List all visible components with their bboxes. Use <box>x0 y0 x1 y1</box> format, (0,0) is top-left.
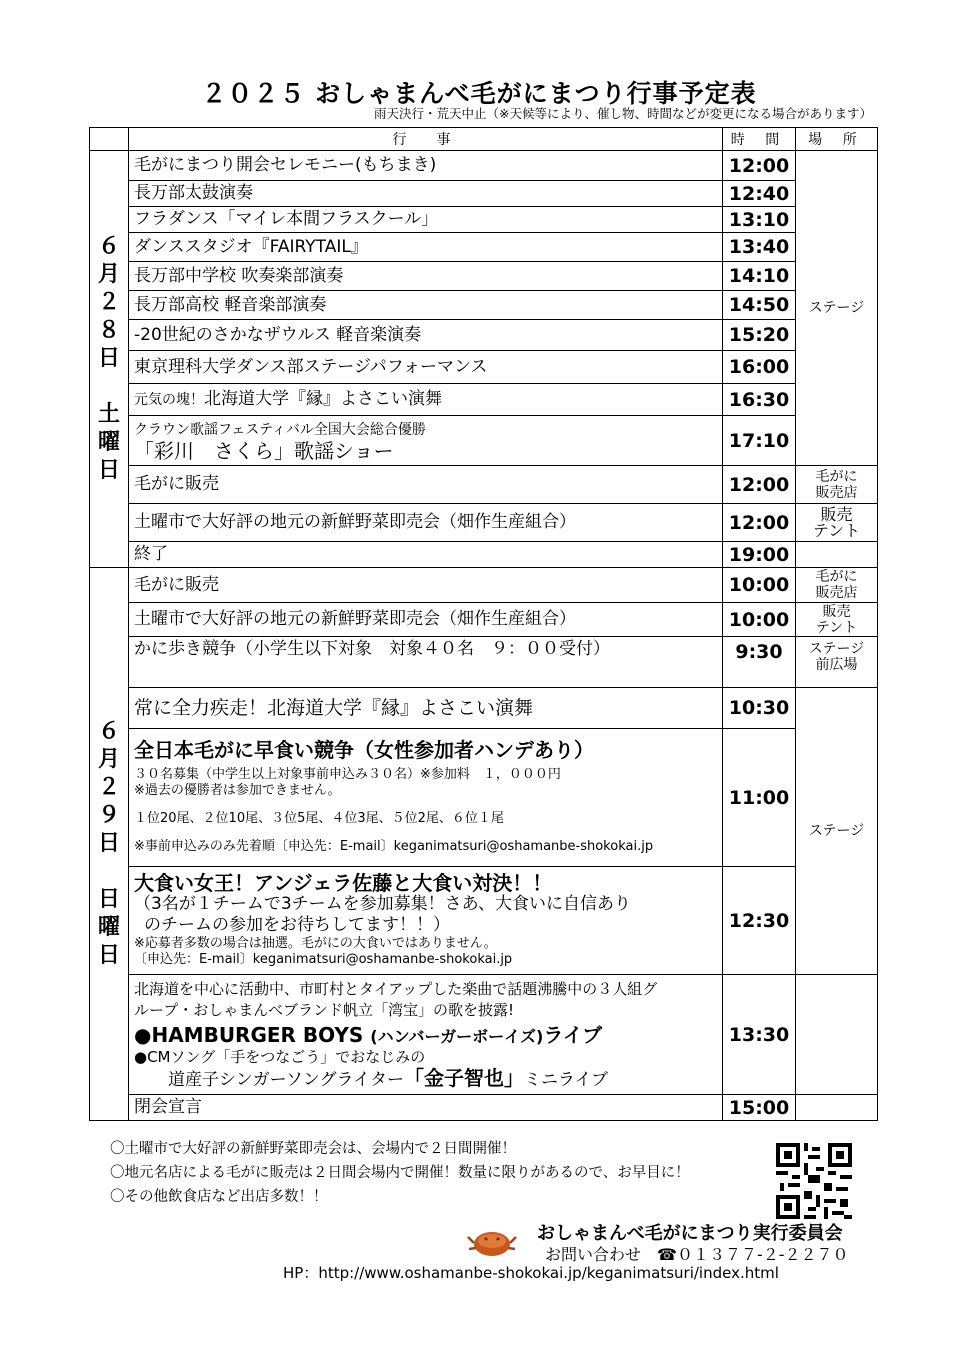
event-name: 土曜市で大好評の地元の新鮮野菜即売会（畑作生産組合） <box>129 504 723 542</box>
event-time: 15:00 <box>723 1095 796 1121</box>
event-name: -20世紀のさかなザウルス 軽音楽演奏 <box>129 320 723 351</box>
table-row <box>90 867 878 975</box>
table-row <box>90 688 878 729</box>
event-name: 東京理科大学ダンス部ステージパフォーマンス <box>129 351 723 384</box>
table-row <box>90 207 878 233</box>
table-row <box>90 320 878 351</box>
event-time: 10:00 <box>723 568 796 603</box>
table-row <box>90 603 878 637</box>
event-name: 毛がに販売 <box>129 466 723 504</box>
header-time: 時 間 <box>723 128 796 151</box>
table-row <box>90 233 878 262</box>
event-name: 毛がにまつり開会セレモニー(もちまき) <box>129 151 723 181</box>
event-time: 17:10 <box>723 416 796 466</box>
table-row <box>90 568 878 603</box>
qr-code-icon[interactable] <box>776 1143 852 1219</box>
event-time: 12:00 <box>723 466 796 504</box>
bullet-note: 〇土曜市で大好評の新鮮野菜即売会は、会場内で２日間開催！ <box>110 1141 516 1157</box>
bullet-note: 〇地元名店による毛がに販売は２日間会場内で開催！数量に限りがあるので、お早目に！ <box>110 1165 690 1181</box>
table-row <box>90 637 878 688</box>
subtitle: 雨天決行・荒天中止（※天候等により、催し物、時間などが変更になる場合があります） <box>374 106 872 121</box>
event-name: フラダンス「マイレ本間フラスクール」 <box>129 207 723 233</box>
page-title: ２０２５ おしゃまんべ毛がにまつり行事予定表 <box>201 79 757 108</box>
event-time: 19:00 <box>723 542 796 568</box>
event-time: 15:20 <box>723 320 796 351</box>
table-row <box>90 384 878 416</box>
contact-info: お問い合わせ ☎０１３７７-２-２２７０ <box>545 1245 849 1264</box>
event-name: 閉会宣言 <box>129 1095 723 1121</box>
place-stage: ステージ <box>796 151 878 466</box>
event-time: 10:30 <box>723 688 796 729</box>
event-name: クラウン歌謡フェスティバル全国大会総合優勝 「彩川 さくら」歌謡ショー <box>129 416 723 466</box>
event-time: 12:00 <box>723 151 796 181</box>
day2-label: ６ 月 ２ ９ 日 日 曜 日 <box>90 568 129 1121</box>
event-place: 毛がに 販売店 <box>796 466 878 504</box>
event-time: 12:00 <box>723 504 796 542</box>
table-row <box>90 416 878 466</box>
event-time: 16:30 <box>723 384 796 416</box>
table-row <box>90 466 878 504</box>
day1-label: ６ 月 ２ ８ 日 土 曜 日 <box>90 151 129 568</box>
event-name: 大食い女王！アンジェラ佐藤と大食い対決！！ （3名が１チームで3チームを参加募集！さあ、大食いに自信あり のチームの参加をお待ちしてます！！） ※応募者多数の場合は抽選。毛がにの大食いではありません。 〔申込先：E-mail〕keganimatsuri@oshamanbe-shokokai.jp <box>129 867 723 975</box>
bullet-note: 〇その他飲食店など出店多数！！ <box>110 1189 328 1205</box>
table-header <box>90 128 878 151</box>
event-name: 常に全力疾走！北海道大学『縁』よさこい演舞 <box>129 688 723 729</box>
table-row <box>90 542 878 568</box>
event-name: 終了 <box>129 542 723 568</box>
header-event: 行 事 <box>129 128 723 151</box>
schedule-table <box>89 127 878 1121</box>
event-place: 毛がに 販売店 <box>796 568 878 603</box>
organizer-name: おしゃまんべ毛がにまつり実行委員会 <box>537 1223 843 1244</box>
event-time: 10:00 <box>723 603 796 637</box>
event-name: 長万部太鼓演奏 <box>129 181 723 207</box>
place-stage: ステージ <box>796 688 878 975</box>
event-name: 長万部中学校 吹奏楽部演奏 <box>129 262 723 291</box>
table-row <box>90 351 878 384</box>
table-row <box>90 151 878 181</box>
header-day <box>90 128 129 151</box>
phone-number: ☎０１３７７-２-２２７０ <box>657 1245 849 1264</box>
crab-icon <box>466 1223 518 1259</box>
table-row <box>90 504 878 542</box>
event-name: 毛がに販売 <box>129 568 723 603</box>
event-time: 14:50 <box>723 291 796 320</box>
event-name: かに歩き競争（小学生以下対象 対象４０名 ９：００受付） <box>129 637 723 688</box>
table-row <box>90 291 878 320</box>
event-time: 14:10 <box>723 262 796 291</box>
event-time: 9:30 <box>723 637 796 688</box>
event-name: ダンススタジオ『FAIRYTAIL』 <box>129 233 723 262</box>
event-time: 13:10 <box>723 207 796 233</box>
event-name: 長万部高校 軽音楽部演奏 <box>129 291 723 320</box>
table-row <box>90 181 878 207</box>
event-name: 北海道を中心に活動中、市町村とタイアップした楽曲で話題沸騰中の３人組グ ループ・おしゃまんべブランド帆立「湾宝」の歌を披露! ●HAMBURGER BOYS (ハンバーガーボーイズ)ライブ ●CMソング「手をつなごう」でおなじみの 道産子シンガーソングライター「金子智也」ミニライブ <box>129 975 723 1095</box>
event-name: 土曜市で大好評の地元の新鮮野菜即売会（畑作生産組合） <box>129 603 723 637</box>
table-row <box>90 262 878 291</box>
event-place: 販売 テント <box>796 504 878 542</box>
event-time: 16:00 <box>723 351 796 384</box>
homepage-link[interactable]: HP：http://www.oshamanbe-shokokai.jp/keganimatsuri/index.html <box>283 1264 779 1282</box>
event-time: 12:40 <box>723 181 796 207</box>
event-place: 販売 テント <box>796 603 878 637</box>
table-row <box>90 975 878 1095</box>
event-time: 11:00 <box>723 729 796 867</box>
event-time: 12:30 <box>723 867 796 975</box>
table-row <box>90 729 878 867</box>
header-place: 場 所 <box>796 128 878 151</box>
event-time: 13:30 <box>723 975 796 1095</box>
event-name: 全日本毛がに早食い競争（女性参加者ハンデあり） ３０名募集（中学生以上対象事前申込み３０名）※参加料 １，０００円 ※過去の優勝者は参加できません。 １位20尾、２位10尾、３位5尾、４位3尾、５位2尾、６位１尾 ※事前申込みのみ先着順〔申込先：E-mail〕keganimatsuri@oshamanbe-shokokai.jp <box>129 729 723 867</box>
event-place: ステージ 前広場 <box>796 637 878 688</box>
event-name: 元気の塊！北海道大学『縁』よさこい演舞 <box>129 384 723 416</box>
table-row <box>90 1095 878 1121</box>
event-time: 13:40 <box>723 233 796 262</box>
